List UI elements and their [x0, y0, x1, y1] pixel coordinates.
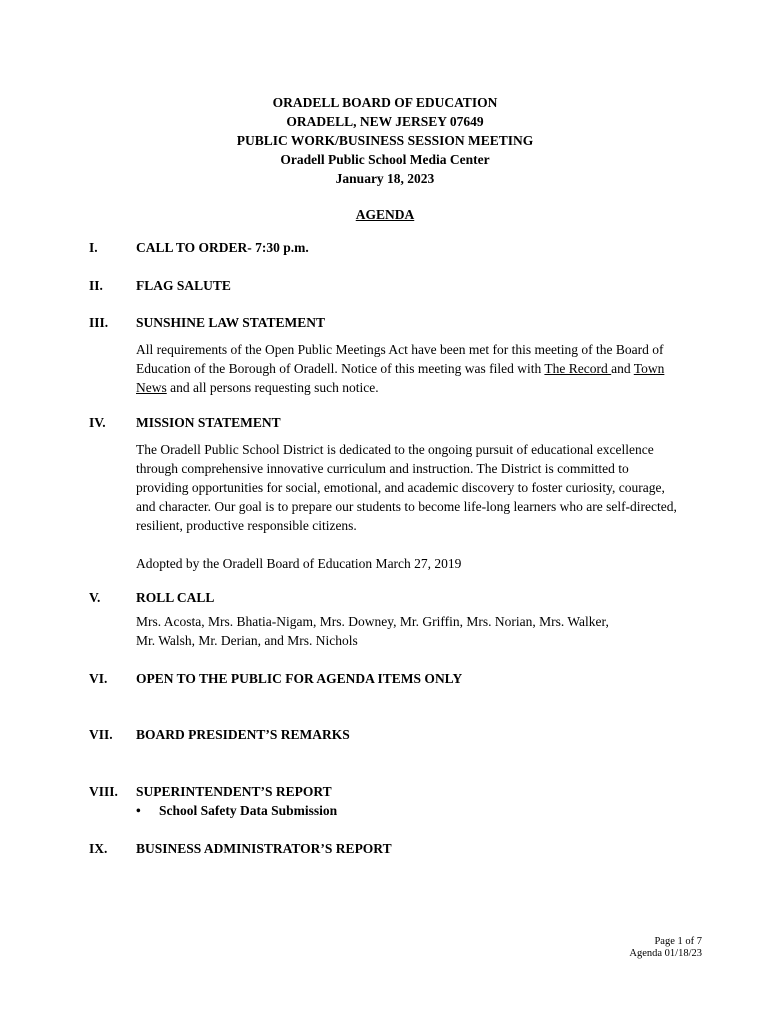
sunshine-paragraph [136, 340, 684, 397]
section-body [136, 440, 684, 573]
header-meeting-type: PUBLIC WORK/BUSINESS SESSION MEETING [236, 133, 534, 148]
mission-adopted-note: Adopted by the Oradell Board of Education March 27, 2019 [136, 556, 462, 571]
section-title: CALL TO ORDER- 7:30 p.m. [136, 240, 309, 255]
section-title: OPEN TO THE PUBLIC FOR AGENDA ITEMS ONLY [136, 671, 463, 686]
section-title: SUNSHINE LAW STATEMENT [136, 315, 326, 330]
section-number: VI. [89, 671, 108, 686]
section-number: V. [89, 590, 101, 605]
section-number: I. [89, 240, 98, 255]
section-body [136, 340, 684, 397]
bullet-text: School Safety Data Submission [159, 803, 338, 818]
page-footer [629, 936, 702, 960]
section-title: SUPERINTENDENT’S REPORT [136, 784, 332, 799]
page-number: Page 1 of 7 [654, 936, 702, 947]
mission-paragraph: The Oradell Public School District is dedicated to the ongoing pursuit of educational excellence through comprehensive innovative curriculum and instruction. The District is committed to providing opportunities for social, emotional, and academic discovery to foster curiosity, courage, and character. Our goal is to prepare our students to become life-long learners who are self-directed, resilient, productive responsible citizens. [136, 442, 677, 533]
section-title: BUSINESS ADMINISTRATOR’S REPORT [136, 841, 392, 856]
section-number: IX. [89, 841, 108, 856]
section-title: BOARD PRESIDENT’S REMARKS [136, 727, 350, 742]
roll-call-line-1: Mrs. Acosta, Mrs. Bhatia-Nigam, Mrs. Downey, Mr. Griffin, Mrs. Norian, Mrs. Walker, [136, 614, 609, 629]
header-venue: Oradell Public School Media Center [280, 152, 490, 167]
document-header [0, 93, 770, 188]
header-organization: ORADELL BOARD OF EDUCATION [272, 95, 498, 110]
section-title: FLAG SALUTE [136, 278, 231, 293]
agenda-title: AGENDA [355, 207, 415, 222]
section-body [136, 612, 684, 650]
bullet-item [136, 801, 337, 820]
bullet-icon: • [136, 803, 141, 818]
agenda-date-code: Agenda 01/18/23 [629, 948, 702, 959]
sunshine-text-b: and [611, 361, 634, 376]
section-number: IV. [89, 415, 106, 430]
header-location: ORADELL, NEW JERSEY 07649 [286, 114, 484, 129]
section-number: VIII. [89, 784, 118, 799]
section-number: II. [89, 278, 103, 293]
roll-call-line-2: Mr. Walsh, Mr. Derian, and Mrs. Nichols [136, 633, 358, 648]
section-title: MISSION STATEMENT [136, 415, 281, 430]
sunshine-text-a: All requirements of the Open Public Meetings Act have been met for this meeting of the Board of Education of the Borough of Oradell. Notice of this meeting was filed with [136, 342, 664, 376]
section-number: VII. [89, 727, 113, 742]
section-title: ROLL CALL [136, 590, 215, 605]
sunshine-text-c: and all persons requesting such notice. [166, 380, 379, 395]
newspaper-town-news: Town News [136, 361, 665, 395]
section-number: III. [89, 315, 109, 330]
header-date: January 18, 2023 [335, 171, 435, 186]
newspaper-the-record: The Record [544, 361, 612, 376]
